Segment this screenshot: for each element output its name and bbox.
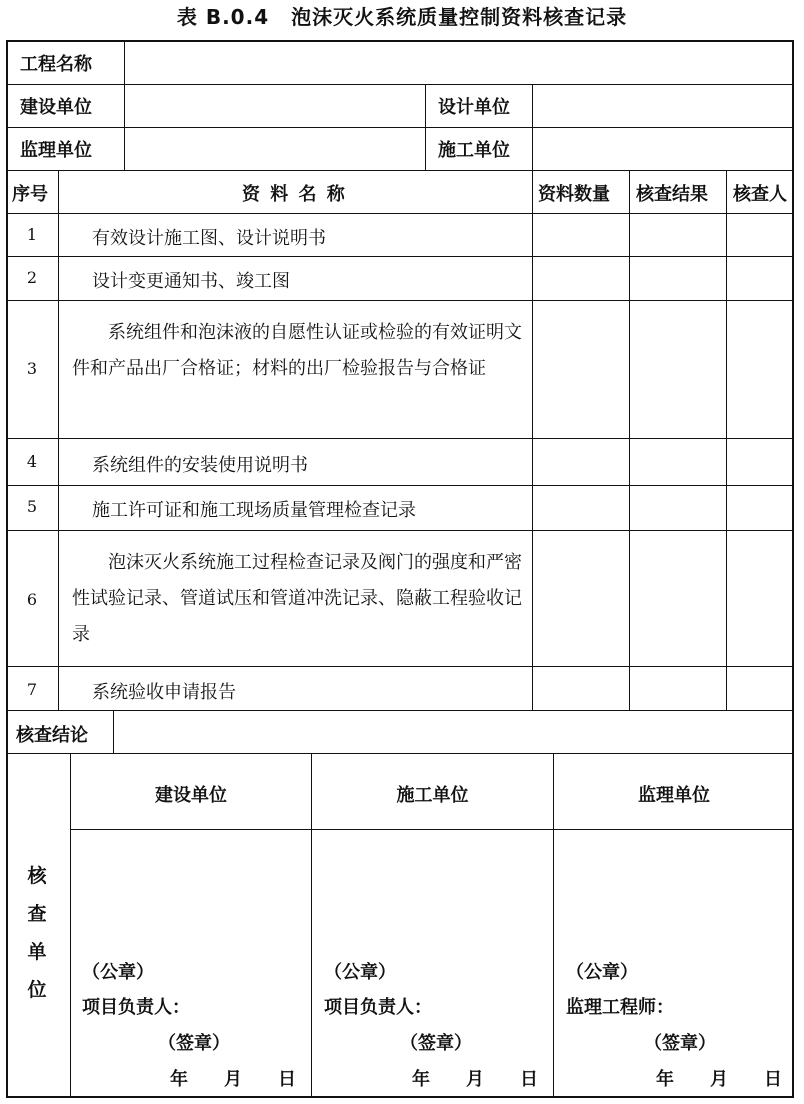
construction-seal: （公章） [324, 962, 396, 983]
supervision-unit-label: 监理单位 [20, 140, 92, 161]
form-title [0, 0, 804, 36]
col-name-header: 资 料 名 称 [242, 184, 347, 205]
col-count-header: 资料数量 [538, 184, 610, 205]
build-unit-field[interactable] [126, 86, 424, 126]
col-result-header: 核查结果 [636, 184, 708, 205]
row-4-name: 系统组件的安装使用说明书 [92, 455, 308, 476]
row-3-name: 系统组件和泡沫液的自愿性认证或检验的有效证明文件和产品出厂合格证；材料的出厂检验报告与合格证 [72, 322, 522, 379]
construction-unit-field[interactable] [534, 129, 792, 169]
row-2-no: 2 [26, 268, 38, 287]
construction-person: 项目负责人： [324, 997, 432, 1018]
build-unit-heading: 建设单位 [155, 785, 227, 806]
row-1-name: 有效设计施工图、设计说明书 [92, 228, 326, 249]
construction-unit-heading: 施工单位 [396, 785, 469, 806]
design-unit-field[interactable] [534, 86, 792, 126]
supervision-sign: （签章） [644, 1033, 716, 1054]
side-label-char: 单 [27, 941, 47, 963]
supervision-unit-field[interactable] [126, 129, 424, 169]
conclusion-label: 核查结论 [16, 725, 88, 746]
row-7-name: 系统验收申请报告 [92, 682, 236, 703]
build-person: 项目负责人： [82, 997, 190, 1018]
build-seal: （公章） [82, 962, 154, 983]
side-label-char: 位 [27, 979, 47, 1001]
supervision-date-month: 月 [710, 1069, 728, 1090]
construction-sign: （签章） [400, 1033, 472, 1054]
row-3-no: 3 [26, 359, 38, 378]
build-date-year: 年 [170, 1069, 188, 1090]
design-unit-label: 设计单位 [438, 97, 510, 118]
project-name-field[interactable] [126, 43, 792, 83]
row-4-no: 4 [26, 452, 38, 471]
build-date-day: 日 [278, 1069, 296, 1090]
side-label-char: 查 [27, 903, 47, 925]
col-seq-header: 序号 [12, 184, 48, 205]
supervision-date-day: 日 [764, 1069, 782, 1090]
project-name-label: 工程名称 [20, 54, 92, 75]
supervision-seal: （公章） [566, 962, 638, 983]
supervision-person: 监理工程师： [566, 997, 674, 1018]
supervision-unit-heading: 监理单位 [638, 785, 710, 806]
row-1-no: 1 [26, 225, 38, 244]
row-5-name: 施工许可证和施工现场质量管理检查记录 [92, 500, 416, 521]
row-6-no: 6 [26, 590, 38, 609]
construction-date-day: 日 [520, 1069, 538, 1090]
row-5-no: 5 [26, 497, 38, 516]
conclusion-field[interactable] [115, 712, 792, 752]
row-6-name: 泡沫灭火系统施工过程检查记录及阀门的强度和严密性试验记录、管道试压和管道冲洗记录、隐蔽工程验收记录 [72, 552, 522, 645]
construction-date-month: 月 [466, 1069, 484, 1090]
row-2-name: 设计变更通知书、竣工图 [92, 271, 290, 292]
supervision-date-year: 年 [656, 1069, 674, 1090]
build-unit-label: 建设单位 [20, 97, 92, 118]
side-label-char: 核 [27, 865, 47, 887]
row-7-no: 7 [26, 680, 38, 699]
build-sign: （签章） [158, 1033, 230, 1054]
col-checker-header: 核查人 [733, 184, 787, 205]
form-code: 表 B.0.4 [176, 5, 270, 29]
form-title-text: 泡沫灭火系统质量控制资料核查记录 [291, 5, 628, 29]
construction-date-year: 年 [412, 1069, 430, 1090]
construction-unit-label: 施工单位 [438, 140, 510, 161]
build-date-month: 月 [224, 1069, 242, 1090]
